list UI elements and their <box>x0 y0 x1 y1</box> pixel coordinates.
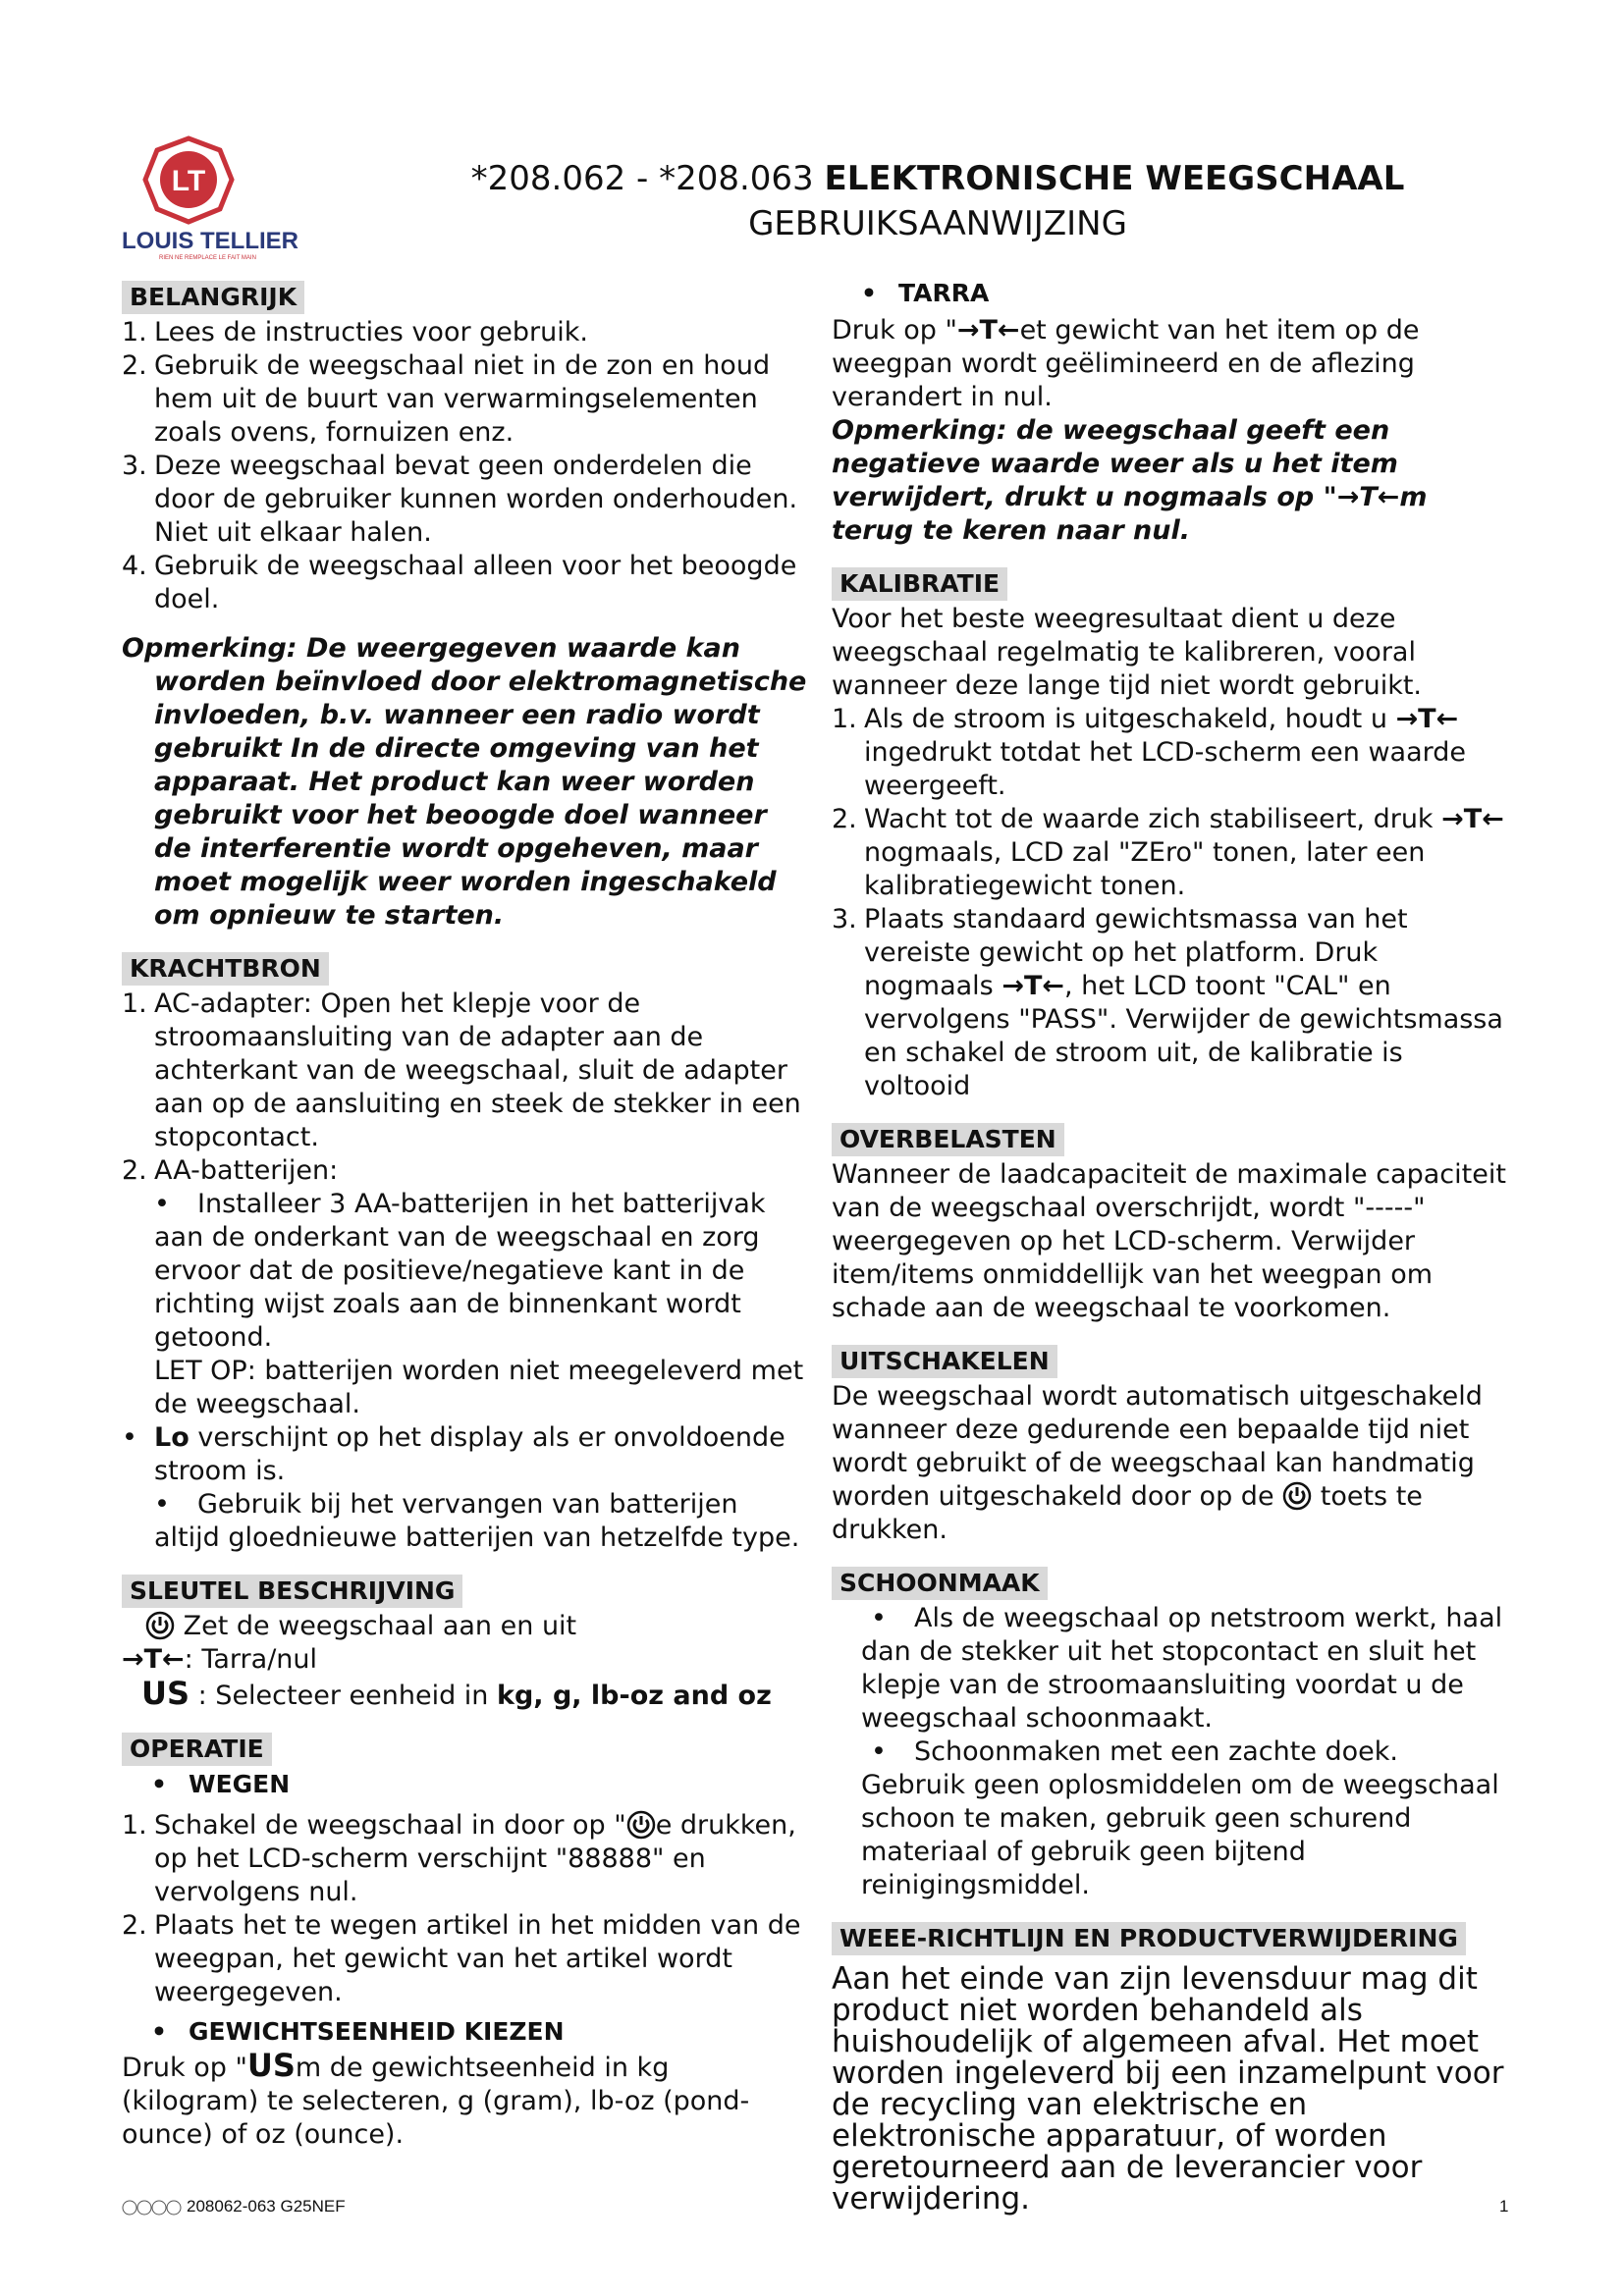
uitschakelen-text: De weegschaal wordt automatisch uitgeschakeld wanneer deze gedurende een bepaalde tijd niet wordt gebruikt of de weegschaal kan handmatig worden uitgeschakeld door op de toets te drukken. <box>832 1381 1483 1545</box>
list-item: • Als de weegschaal op netstroom werkt, haal dan de stekker uit het stopcontact en sluit het klepje van de stroomaansluiting voordat u de weegschaal schoonmaakt. <box>861 1603 1503 1734</box>
tare-symbol: →T← <box>1336 482 1400 512</box>
bullet-icon: • <box>122 1422 137 1453</box>
bullet-icon: • <box>871 1736 887 1767</box>
tare-symbol: →T← <box>1001 971 1064 1001</box>
power-icon <box>145 1611 175 1640</box>
section-heading-schoonmaak: SCHOONMAAK <box>832 1567 1048 1600</box>
list-item: 1. Lees de instructies voor gebruik. <box>122 317 588 347</box>
unit-symbol: US <box>141 1675 190 1712</box>
weee-text: Aan het einde van zijn levensduur mag dit product niet worden behandeld als huishoudelijk of algemeen afval. Het moet worden ingeleverd bij een inzamelpunt voor de recycling van elektrische en elektronische apparatuur, of worden geretourneerd aan de leverancier voor verwijdering. <box>832 1961 1504 2216</box>
warning-text: LET OP: batterijen worden niet meegeleverd met de weegschaal. <box>154 1356 804 1419</box>
tare-symbol: →T← <box>1441 804 1504 834</box>
tare-symbol: →T← <box>122 1644 185 1675</box>
section-heading-operatie: OPERATIE <box>122 1733 272 1766</box>
list-item: 3. Deze weegschaal bevat geen onderdelen die door de gebruiker kunnen worden onderhouden. Niet uit elkaar halen. <box>122 451 798 548</box>
tare-symbol: →T← <box>1395 704 1459 734</box>
section-heading-belangrijk: BELANGRIJK <box>122 281 304 314</box>
power-icon <box>626 1810 656 1840</box>
product-name: ELEKTRONISCHE WEEGSCHAAL <box>824 159 1405 198</box>
list-item: 2. Wacht tot de waarde zich stabiliseert, druk →T← nogmaals, LCD zal "ZEro" tonen, later een kalibratiegewicht tonen. <box>832 804 1504 901</box>
document-subtitle: GEBRUIKSAANWIJZING <box>748 204 1127 243</box>
brand-name: LOUIS TELLIER <box>122 228 298 254</box>
brand-logo <box>110 135 355 263</box>
kalibratie-intro: Voor het beste weegresultaat dient u deze weegschaal regelmatig te kalibreren, vooral wanneer deze lange tijd niet wordt gebruikt. <box>832 604 1423 701</box>
key-tare-row: →T←: Tarra/nul <box>122 1644 318 1675</box>
list-item: 2. Gebruik de weegschaal niet in de zon en houd hem uit de buurt van verwarmingselementen zoals ovens, fornuizen enz. <box>122 350 771 448</box>
bullet-icon: • <box>154 1489 170 1520</box>
list-item: • Installeer 3 AA-batterijen in het batterijvak aan de onderkant van de weegschaal en zorg ervoor dat de positieve/negatieve kant in de richting wijst zoals aan de binnenkant wordt getoond. <box>154 1189 766 1353</box>
list-item: 3. Plaats standaard gewichtsmassa van het vereiste gewicht op het platform. Druk nogmaals →T←, het LCD toont "CAL" en vervolgens "PASS". Verwijder de gewichtsmassa en schakel de stroom uit, de kalibratie is voltooid <box>832 904 1503 1101</box>
circles-icon <box>122 2200 183 2216</box>
subheading-tarra: • TARRA <box>861 279 990 307</box>
list-item: 2. Plaats het te wegen artikel in het midden van de weegpan, het gewicht van het artikel wordt weergegeven. <box>122 1910 801 2007</box>
svg-text:LT: LT <box>171 165 206 197</box>
tarra-text: Druk op "→T←et gewicht van het item op de weegpan wordt geëlimineerd en de aflezing verandert in nul. <box>832 315 1420 412</box>
product-codes: *208.062 - *208.063 <box>470 159 814 198</box>
unit-symbol: US <box>246 2047 296 2084</box>
list-item: 1. Als de stroom is uitgeschakeld, houdt u →T← ingedrukt totdat het LCD-scherm een waarde weergeeft. <box>832 704 1466 801</box>
key-power-row: Zet de weegschaal aan en uit <box>122 1610 809 1643</box>
list-item: 1. AC-adapter: Open het klepje voor de stroomaansluiting van de adapter aan de achterkant van de weegschaal, sluit de adapter aan op de aansluiting en steek de stekker in een stopcontact. <box>122 988 801 1152</box>
brand-tagline: RIEN NE REMPLACE LE FAIT MAIN <box>159 255 256 261</box>
unit-select-text: Druk op "USm de gewichtseenheid in kg (kilogram) te selecteren, g (gram), lb-oz (pond-ounce) of oz (ounce). <box>122 2047 750 2150</box>
footer-code: 208062-063 G25NEF <box>122 2197 346 2216</box>
list-item: 4. Gebruik de weegschaal alleen voor het beoogde doel. <box>122 551 797 614</box>
document-title <box>324 159 1551 198</box>
section-heading-krachtbron: KRACHTBRON <box>122 952 329 986</box>
power-icon <box>1282 1481 1312 1511</box>
bullet-icon: • <box>871 1603 887 1633</box>
section-heading-weee: WEEE-RICHTLIJN EN PRODUCTVERWIJDERING <box>832 1922 1466 1955</box>
tare-symbol: →T← <box>956 315 1020 346</box>
page-number: 1 <box>1499 2197 1509 2216</box>
section-heading-kalibratie: KALIBRATIE <box>832 567 1007 601</box>
note-interference: Opmerking: De weergegeven waarde kan worden beïnvloed door elektromagnetische invloeden, b.v. wanneer een radio wordt gebruikt In de directe omgeving van het apparaat. Het product kan weer worden gebruikt voor het beoogde doel wanneer de interferentie wordt opgeheven, maar moet mogelijk weer worden ingeschakeld om opnieuw te starten. <box>122 633 807 931</box>
list-item: 1. Schakel de weegschaal in door op " e drukken, op het LCD-scherm verschijnt "88888" en vervolgens nul. <box>122 1810 796 1907</box>
section-heading-uitschakelen: UITSCHAKELEN <box>832 1345 1057 1378</box>
note-tarra: Opmerking: de weegschaal geeft een negatieve waarde weer als u het item verwijdert, drukt u nogmaals op "→T←m terug te keren naar nul. <box>832 415 1428 546</box>
list-item: • Schoonmaken met een zachte doek. Gebruik geen oplosmiddelen om de weegschaal schoon te maken, gebruik geen schurend materiaal of gebruik geen bijtend reinigingsmiddel. <box>861 1736 1499 1900</box>
right-column <box>832 277 1509 2215</box>
left-column <box>122 277 809 2152</box>
section-heading-sleutel: SLEUTEL BESCHRIJVING <box>122 1575 462 1608</box>
section-heading-overbelasten: OVERBELASTEN <box>832 1123 1064 1156</box>
list-item: 2. AA-batterijen: <box>122 1155 339 1186</box>
list-item: • Lo verschijnt op het display als er onvoldoende stroom is. <box>122 1422 785 1486</box>
bullet-icon: • <box>154 1189 170 1219</box>
lo-indicator: Lo <box>154 1422 189 1453</box>
subheading-wegen: • WEGEN <box>151 1770 291 1798</box>
list-item: • Gebruik bij het vervangen van batterijen altijd gloednieuwe batterijen van hetzelfde type. <box>154 1489 800 1553</box>
key-unit-row: US : Selecteer eenheid in kg, g, lb-oz and oz <box>141 1675 772 1712</box>
subheading-eenheid: • GEWICHTSEENHEID KIEZEN <box>151 2017 565 2046</box>
overbelasten-text: Wanneer de laadcapaciteit de maximale capaciteit van de weegschaal overschrijdt, wordt "-----" weergegeven op het LCD-scherm. Verwijder item/items onmiddellijk van het weegpan om schade aan de weegschaal te voorkomen. <box>832 1159 1506 1323</box>
